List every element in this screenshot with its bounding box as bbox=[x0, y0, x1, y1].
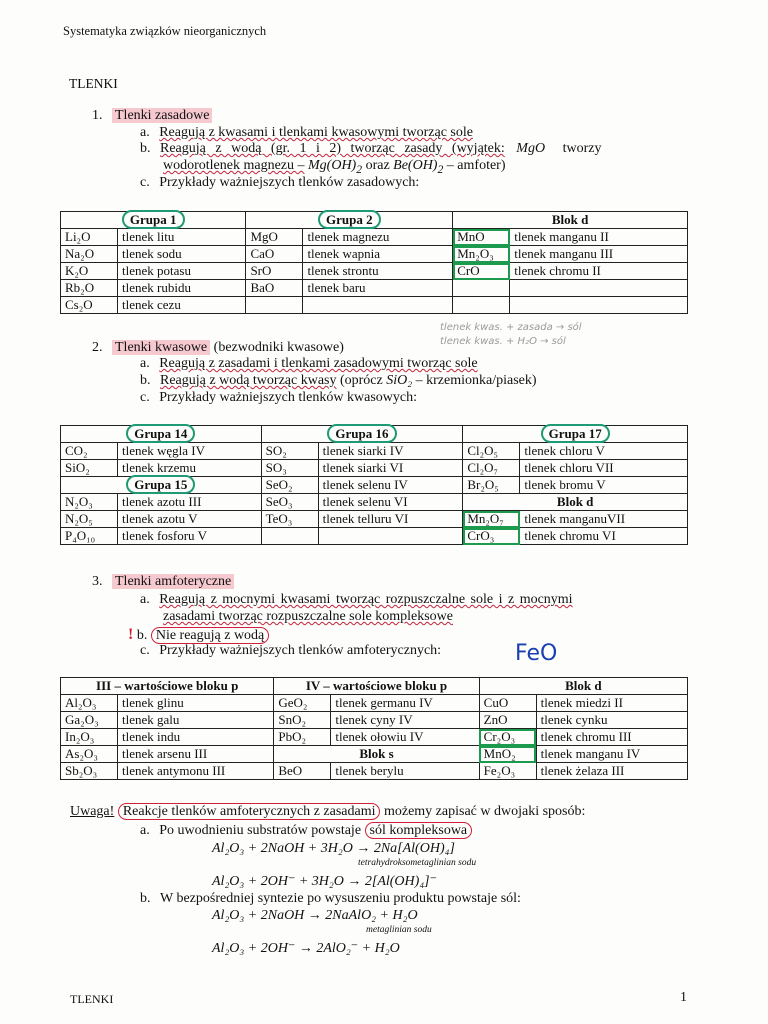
item-text: Nie reagują z wodą bbox=[151, 627, 269, 644]
item-letter: c. bbox=[140, 390, 150, 405]
formula-cell: Rb₂O bbox=[61, 280, 118, 297]
name-cell: tlenek chloru V bbox=[520, 443, 688, 460]
formula: SiO₂ bbox=[386, 373, 413, 388]
handwritten-feo: FeO bbox=[515, 641, 558, 666]
formula-cell: Cr₂O₃ bbox=[479, 729, 536, 746]
table-row bbox=[61, 746, 688, 763]
formula-cell: Cl₂O₇ bbox=[463, 460, 520, 477]
name-cell: tlenek azotu V bbox=[118, 511, 262, 528]
formula-cell: Na₂O bbox=[61, 246, 118, 263]
table-row bbox=[61, 763, 688, 780]
name-cell: tlenek manganu II bbox=[510, 229, 688, 246]
name-cell: tlenek glinu bbox=[118, 695, 274, 712]
section-1-heading bbox=[92, 108, 212, 124]
section-1-number: 1. bbox=[92, 108, 103, 123]
item-text: Przykłady ważniejszych tlenków kwasowych: bbox=[159, 390, 417, 405]
table-row bbox=[61, 494, 688, 511]
formula-cell: GeO₂ bbox=[274, 695, 331, 712]
table-row bbox=[61, 712, 688, 729]
p-block-iii-header: III – wartościowe bloku p bbox=[61, 678, 274, 695]
item-text: Reagują z mocnymi kwasami tworząc rozpuszczalne sole i z mocnymi bbox=[159, 592, 573, 607]
name-cell: tlenek antymonu III bbox=[118, 763, 274, 780]
name-cell: tlenek ołowiu IV bbox=[331, 729, 479, 746]
formula-cell: Mn₂O₇ bbox=[463, 511, 520, 528]
note-item-a bbox=[140, 823, 472, 839]
formula-cell bbox=[261, 528, 318, 545]
footer-label: TLENKI bbox=[70, 992, 114, 1006]
block-d-header: Blok d bbox=[463, 494, 688, 511]
formula-cell: Ga₂O₃ bbox=[61, 712, 118, 729]
section-2-number: 2. bbox=[92, 340, 103, 355]
item-text: Reagują z wodą (gr. 1 i 2) tworząc zasady (wyjątek: bbox=[160, 141, 505, 156]
acidic-oxides-table bbox=[60, 425, 688, 545]
equation-1: Al₂O₃ + 2NaOH + 3H₂O → 2Na[Al(OH)₄] bbox=[212, 841, 455, 856]
item-text: Reagują z wodą tworząc kwasy bbox=[160, 373, 337, 388]
formula-cell: SeO₂ bbox=[261, 477, 318, 494]
formula-cell: CrO bbox=[453, 263, 510, 280]
name-cell: tlenek żelaza III bbox=[536, 763, 687, 780]
table-row bbox=[61, 263, 688, 280]
section-1-item-c bbox=[140, 175, 419, 191]
section-2-item-a bbox=[140, 356, 478, 372]
equation-1-product-name: tetrahydroksometaglinian sodu bbox=[358, 858, 477, 868]
formula-cell: CO₂ bbox=[61, 443, 118, 460]
name-cell: tlenek rubidu bbox=[118, 280, 246, 297]
block-d-header: Blok d bbox=[453, 212, 688, 229]
name-cell: tlenek chromu II bbox=[510, 263, 688, 280]
name-cell: tlenek galu bbox=[118, 712, 274, 729]
item-text: Przykłady ważniejszych tlenków amfoterycznych: bbox=[159, 643, 442, 658]
name-cell: tlenek bromu V bbox=[520, 477, 688, 494]
name-cell: tlenek telluru VI bbox=[318, 511, 463, 528]
table-row bbox=[61, 511, 688, 528]
section-1-item-a bbox=[140, 125, 473, 141]
name-cell: tlenek chloru VII bbox=[520, 460, 688, 477]
item-letter: a. bbox=[140, 592, 150, 607]
table-header-row bbox=[61, 678, 688, 695]
item-text: zasadami tworząc rozpuszczalne sole kompleksowe bbox=[163, 609, 453, 624]
section-3-item-a bbox=[140, 592, 573, 608]
formula-cell: SiO₂ bbox=[61, 460, 118, 477]
table-row bbox=[61, 460, 688, 477]
group-2-header: Grupa 2 bbox=[318, 210, 381, 229]
formula-cell: Cl₂O₅ bbox=[463, 443, 520, 460]
formula-cell: TeO₃ bbox=[261, 511, 318, 528]
item-text: Przykłady ważniejszych tlenków zasadowych: bbox=[159, 175, 420, 190]
table-row bbox=[61, 297, 688, 314]
formula-cell bbox=[453, 297, 510, 314]
equation-2: Al₂O₃ + 2OH⁻ + 3H₂O → 2[Al(OH)₄]⁻ bbox=[212, 874, 438, 889]
group-1-header: Grupa 1 bbox=[122, 210, 185, 229]
name-cell: tlenek cezu bbox=[118, 297, 246, 314]
name-cell: tlenek siarki VI bbox=[318, 460, 463, 477]
section-3-title: Tlenki amfoteryczne bbox=[112, 574, 234, 589]
name-cell: tlenek magnezu bbox=[303, 229, 453, 246]
formula: Be(OH) bbox=[393, 158, 438, 173]
formula-cell bbox=[453, 280, 510, 297]
note-text: Reakcje tlenków amfoterycznych z zasadami bbox=[118, 803, 381, 820]
name-cell: tlenek manganu III bbox=[510, 246, 688, 263]
formula-cell: ZnO bbox=[479, 712, 536, 729]
name-cell: tlenek litu bbox=[118, 229, 246, 246]
name-cell: tlenek chromu III bbox=[536, 729, 687, 746]
name-cell: tlenek selenu IV bbox=[318, 477, 463, 494]
section-1-item-b bbox=[140, 141, 685, 157]
item-text: W bezpośredniej syntezie po wysuszeniu produktu powstaje sól: bbox=[160, 891, 521, 906]
section-2-heading bbox=[92, 340, 344, 356]
section-2-title-rest: (bezwodniki kwasowe) bbox=[213, 340, 344, 355]
formula-cell: N₂O₃ bbox=[61, 494, 118, 511]
formula-cell: MgO bbox=[246, 229, 303, 246]
name-cell: tlenek cynku bbox=[536, 712, 687, 729]
formula-cell: Li₂O bbox=[61, 229, 118, 246]
note-text: możemy zapisać w dwojaki sposób: bbox=[383, 804, 586, 819]
item-letter: a. bbox=[140, 823, 150, 838]
group-15-header: Grupa 15 bbox=[126, 475, 195, 494]
table-row bbox=[61, 229, 688, 246]
formula-cell: PbO₂ bbox=[274, 729, 331, 746]
name-cell: tlenek chromu VI bbox=[520, 528, 688, 545]
note-label: Uwaga! bbox=[70, 804, 115, 819]
formula-cell: CrO₃ bbox=[463, 528, 520, 545]
group-17-header: Grupa 17 bbox=[541, 424, 610, 443]
name-cell: tlenek siarki IV bbox=[318, 443, 463, 460]
name-cell: tlenek manganu IV bbox=[536, 746, 687, 763]
item-letter: a. bbox=[140, 356, 150, 371]
pencil-note-2: tlenek kwas. + H₂O → sól bbox=[440, 336, 566, 347]
amphoteric-oxides-table bbox=[60, 677, 688, 780]
section-3-item-c bbox=[140, 643, 441, 659]
formula-cell: SO₂ bbox=[261, 443, 318, 460]
name-cell bbox=[510, 297, 688, 314]
table-row bbox=[61, 729, 688, 746]
formula-cell: BeO bbox=[274, 763, 331, 780]
note-line bbox=[70, 804, 585, 820]
section-3-heading bbox=[92, 574, 234, 590]
name-cell: tlenek miedzi II bbox=[536, 695, 687, 712]
equation-4: Al₂O₃ + 2OH⁻ → 2AlO₂⁻ + H₂O bbox=[212, 941, 400, 956]
section-3-item-a-cont bbox=[163, 609, 453, 625]
formula-cell: Mn₂O₃ bbox=[453, 246, 510, 263]
item-letter: b. bbox=[140, 891, 151, 906]
section-1-title: Tlenki zasadowe bbox=[112, 108, 212, 123]
item-letter: b. bbox=[140, 373, 151, 388]
name-cell: tlenek sodu bbox=[118, 246, 246, 263]
name-cell: tlenek wapnia bbox=[303, 246, 453, 263]
formula-cell: CaO bbox=[246, 246, 303, 263]
table-row bbox=[61, 246, 688, 263]
section-1-item-b-cont bbox=[163, 158, 506, 176]
section-2-title: Tlenki kwasowe bbox=[112, 340, 210, 355]
formula-cell: SnO₂ bbox=[274, 712, 331, 729]
formula-cell: MnO₂ bbox=[479, 746, 536, 763]
name-cell: tlenek manganuVII bbox=[520, 511, 688, 528]
formula-cell: SrO bbox=[246, 263, 303, 280]
formula-cell: BaO bbox=[246, 280, 303, 297]
name-cell bbox=[510, 280, 688, 297]
table-row bbox=[61, 477, 688, 494]
name-cell: tlenek azotu III bbox=[118, 494, 262, 511]
formula-cell: Br₂O₅ bbox=[463, 477, 520, 494]
item-text: Po uwodnieniu substratów powstaje bbox=[159, 823, 362, 838]
block-d-header: Blok d bbox=[479, 678, 687, 695]
subscript: 2 bbox=[437, 162, 444, 176]
formula: MgO bbox=[516, 141, 546, 156]
exclamation-mark: ! bbox=[128, 626, 134, 643]
document-header: Systematyka związków nieorganicznych bbox=[63, 24, 267, 38]
table-row bbox=[61, 695, 688, 712]
p-block-iv-header: IV – wartościowe bloku p bbox=[274, 678, 479, 695]
item-text: sól kompleksowa bbox=[365, 822, 473, 839]
item-letter: b. bbox=[140, 141, 151, 156]
item-text: – amfoter) bbox=[446, 158, 506, 173]
note-item-b bbox=[140, 891, 521, 907]
table-header-row bbox=[61, 426, 688, 443]
subscript: 2 bbox=[356, 162, 363, 176]
formula-cell: As₂O₃ bbox=[61, 746, 118, 763]
formula-cell bbox=[246, 297, 303, 314]
table-row bbox=[61, 280, 688, 297]
item-text: oraz bbox=[365, 158, 390, 173]
formula-cell: MnO bbox=[453, 229, 510, 246]
table-header-row bbox=[61, 212, 688, 229]
block-s-header: Blok s bbox=[274, 746, 479, 763]
name-cell: tlenek berylu bbox=[331, 763, 479, 780]
formula: Mg(OH) bbox=[308, 158, 357, 173]
item-text: Reagują z kwasami i tlenkami kwasowymi tworząc sole bbox=[159, 125, 473, 140]
name-cell: tlenek selenu VI bbox=[318, 494, 463, 511]
formula-cell: N₂O₅ bbox=[61, 511, 118, 528]
name-cell: tlenek indu bbox=[118, 729, 274, 746]
pencil-note-1: tlenek kwas. + zasada → sól bbox=[440, 322, 582, 333]
item-letter: c. bbox=[140, 643, 150, 658]
formula-cell: In₂O₃ bbox=[61, 729, 118, 746]
formula-cell: SeO₃ bbox=[261, 494, 318, 511]
formula-cell: Al₂O₃ bbox=[61, 695, 118, 712]
formula-cell: P₄O₁₀ bbox=[61, 528, 118, 545]
formula-cell: Sb₂O₃ bbox=[61, 763, 118, 780]
equation-3-product-name: metaglinian sodu bbox=[366, 925, 432, 935]
item-letter: b. bbox=[136, 628, 148, 643]
section-3-item-b bbox=[128, 626, 269, 644]
equation-3: Al₂O₃ + 2NaOH → 2NaAlO₂ + H₂O bbox=[212, 908, 418, 923]
item-letter: a. bbox=[140, 125, 150, 140]
section-3-number: 3. bbox=[92, 574, 103, 589]
formula-cell: Cs₂O bbox=[61, 297, 118, 314]
section-title: TLENKI bbox=[69, 76, 118, 91]
formula-cell: CuO bbox=[479, 695, 536, 712]
section-2-item-b bbox=[140, 373, 537, 389]
name-cell: tlenek baru bbox=[303, 280, 453, 297]
section-2-item-c bbox=[140, 390, 417, 406]
item-text: wodorotlenek magnezu – bbox=[163, 158, 305, 173]
name-cell: tlenek węgla IV bbox=[118, 443, 262, 460]
group-16-header: Grupa 16 bbox=[327, 424, 396, 443]
formula-cell: Fe₂O₃ bbox=[479, 763, 536, 780]
name-cell: tlenek cyny IV bbox=[331, 712, 479, 729]
name-cell: tlenek krzemu bbox=[118, 460, 262, 477]
name-cell: tlenek strontu bbox=[303, 263, 453, 280]
table-row bbox=[61, 443, 688, 460]
item-text: Reagują z zasadami i tlenkami zasadowymi tworząc sole bbox=[159, 356, 478, 371]
item-text: tworzy bbox=[562, 141, 602, 156]
item-text: – krzemionka/piasek) bbox=[415, 373, 537, 388]
item-text: (oprócz bbox=[339, 373, 383, 388]
table-row bbox=[61, 528, 688, 545]
item-letter: c. bbox=[140, 175, 150, 190]
page-number: 1 bbox=[680, 990, 687, 1005]
name-cell bbox=[303, 297, 453, 314]
name-cell: tlenek arsenu III bbox=[118, 746, 274, 763]
formula-cell: SO₃ bbox=[261, 460, 318, 477]
basic-oxides-table bbox=[60, 211, 688, 314]
name-cell: tlenek germanu IV bbox=[331, 695, 479, 712]
formula-cell: K₂O bbox=[61, 263, 118, 280]
group-14-header: Grupa 14 bbox=[126, 424, 195, 443]
name-cell bbox=[318, 528, 463, 545]
name-cell: tlenek potasu bbox=[118, 263, 246, 280]
name-cell: tlenek fosforu V bbox=[118, 528, 262, 545]
